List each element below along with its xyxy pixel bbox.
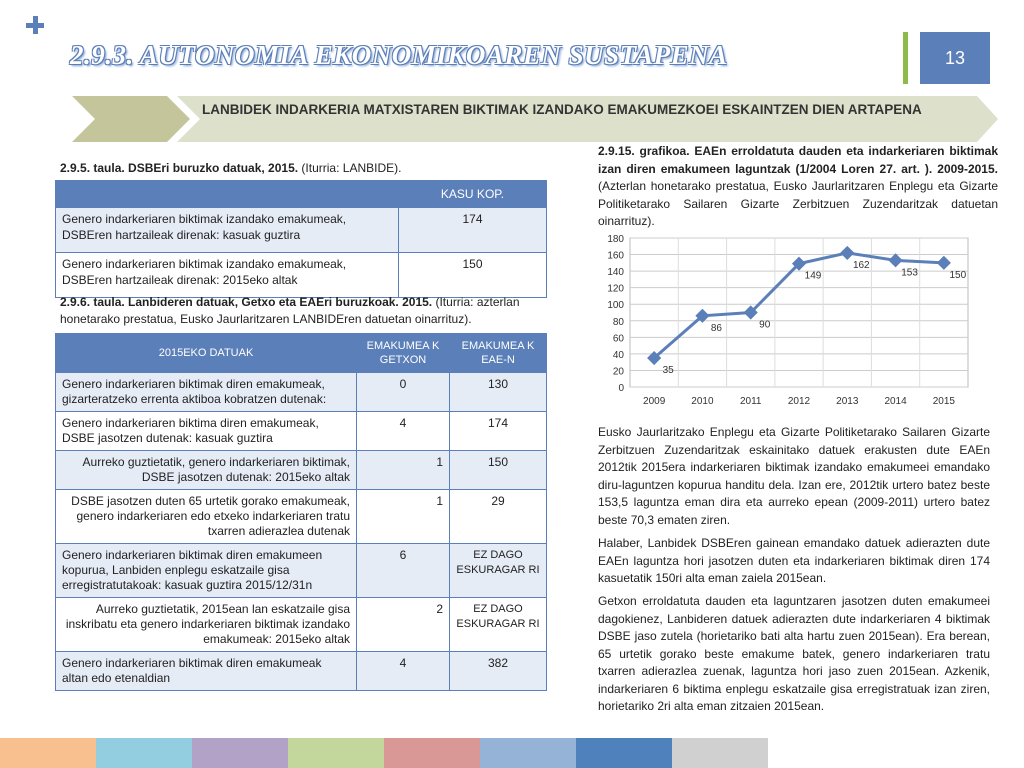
banner-text: LANBIDEK INDARKERIA MATXISTAREN BIKTIMAK IZANDAKO EMAKUMEZKOEI ESKAINTZEN DIEN ARTAPENA xyxy=(202,102,922,117)
data-label: 149 xyxy=(804,270,822,282)
y-tick-label: 80 xyxy=(612,316,624,328)
chart-caption-bold: 2.9.15. grafikoa. EAEn erroldatuta dauden eta indarkeriaren biktimak izan diren emakumeen laguntzak (1/2004 Loren 27. art. ). 2009-2015. xyxy=(598,144,998,176)
footer-color-segment xyxy=(672,738,768,768)
footer-color-segment xyxy=(192,738,288,768)
dsbe-table xyxy=(55,180,547,298)
table2-row-eae: 174 xyxy=(450,412,547,451)
table2-row-eae: EZ DAGO ESKURAGAR RI xyxy=(450,598,547,652)
data-label: 162 xyxy=(852,259,870,271)
paragraph: Halaber, Lanbidek DSBEren gainean emandako datuek adierazten dute EAEn laguntza hori jasotzen duten eta indarkeriaren biktimak diren 174 kasuetatik 150ri alta eman zaiela 2015ean. xyxy=(598,536,990,585)
table1-caption-rest: (Iturria: LANBIDE). xyxy=(298,161,402,175)
table-row xyxy=(56,208,547,253)
table2-caption-rest: (Iturria: azterlan honetarako prestatua, Eusko Jaurlaritzaren LANBIDEren datuetan oinarrituz). xyxy=(60,295,520,326)
table2-row-label: Genero indarkeriaren biktimak diren emakumeen kopurua, Lanbiden enplegu eskatzaile gisa erregistratutakoak: kasuak guztira 2015/12/31n xyxy=(56,544,357,598)
table2-header-eae: EMAKUMEA K EAE-N xyxy=(450,334,547,373)
x-tick-label: 2015 xyxy=(932,396,955,407)
y-tick-label: 160 xyxy=(607,250,624,262)
table2-row-getxo: 1 xyxy=(357,451,450,490)
table-row xyxy=(56,544,547,598)
chart-caption xyxy=(598,143,998,231)
title-divider xyxy=(903,32,908,84)
table2-row-label: Genero indarkeriaren biktimak diren emakumeak altan edo etenaldian xyxy=(56,652,357,691)
table-row xyxy=(56,412,547,451)
x-tick-label: 2013 xyxy=(836,396,859,407)
table2-row-eae: 382 xyxy=(450,652,547,691)
plus-icon xyxy=(24,14,46,36)
y-tick-label: 40 xyxy=(612,349,624,361)
table2-row-label: Genero indarkeriaren biktimak diren emakumeak, gizarteratzeko errenta aktiboa kobratzen dutenak: xyxy=(56,373,357,412)
table-row xyxy=(56,652,547,691)
footer-color-segment xyxy=(384,738,480,768)
x-tick-label: 2009 xyxy=(643,396,666,407)
lanbide-table xyxy=(55,333,547,691)
table2-row-getxo: 4 xyxy=(357,412,450,451)
table1-caption-bold: 2.9.5. taula. DSBEri buruzko datuak, 2015. xyxy=(60,161,299,175)
y-tick-label: 0 xyxy=(618,383,624,394)
y-tick-label: 100 xyxy=(607,300,624,312)
table1-header-cases: KASU KOP. xyxy=(399,181,547,208)
table2-row-label: Genero indarkeriaren biktima diren emakumeak, DSBE jasotzen dutenak: kasuak guztira xyxy=(56,412,357,451)
y-tick-label: 180 xyxy=(607,234,624,245)
data-point xyxy=(937,256,951,270)
x-tick-label: 2014 xyxy=(884,396,907,407)
page-title: 2.9.3. AUTONOMIA EKONOMIKOAREN SUSTAPENA xyxy=(70,40,728,70)
data-label: 153 xyxy=(901,267,918,279)
table-row xyxy=(56,451,547,490)
table2-row-getxo: 6 xyxy=(357,544,450,598)
table1-header-empty xyxy=(56,181,399,208)
table1-row-label: Genero indarkeriaren biktimak izandako emakumeak, DSBEren hartzaileak direnak: 2015eko altak xyxy=(56,253,399,298)
table2-row-label: Aurreko guztietatik, genero indarkeriaren biktimak, DSBE jasotzen dutenak: 2015eko altak xyxy=(56,451,357,490)
table2-header-data: 2015EKO DATUAK xyxy=(56,334,357,373)
chart-caption-rest: (Azterlan honetarako prestatua, Eusko Jaurlaritzaren Enplegu eta Gizarte Politiketarako Sailaren Gizarte Zerbitzuen Zuzendaritzak datuetan oinarrituz). xyxy=(598,179,998,228)
table2-row-eae: 150 xyxy=(450,451,547,490)
table2-row-getxo: 2 xyxy=(357,598,450,652)
table2-row-label: DSBE jasotzen duten 65 urtetik gorako emakumeak, genero indarkeriaren edo etxeko indarkeriaren tratu txarren adierazlea dutenak xyxy=(56,490,357,544)
table2-row-eae: 130 xyxy=(450,373,547,412)
page-number: 13 xyxy=(920,32,990,84)
footer-color-segment xyxy=(576,738,672,768)
table2-row-eae: EZ DAGO ESKURAGAR RI xyxy=(450,544,547,598)
data-point xyxy=(889,253,903,267)
table1-row-value: 150 xyxy=(399,253,547,298)
data-label: 35 xyxy=(662,365,674,377)
table-row xyxy=(56,373,547,412)
table2-row-label: Aurreko guztietatik, 2015ean lan eskatzaile gisa inskribatu eta genero indarkeriaren biktimak izandako emakumeak: 2015eko altak xyxy=(56,598,357,652)
y-tick-label: 60 xyxy=(612,333,624,345)
paragraph: Eusko Jaurlaritzako Enplegu eta Gizarte Politiketarako Sailaren Gizarte Zerbitzuen Zuzendaritzak eskainitako datuek erakusten dute EAEn 2012tik 2015era indarkeriaren biktimak izandako emakumeei emandako diru-laguntzen kopurua handitu dela. Izan ere, 2012tik urtero batez beste 153,5 laguntza eman dira eta aurreko epean (2009-2011) urtero batez beste 70,3 ematen ziren. xyxy=(598,425,990,527)
footer-color-segment xyxy=(288,738,384,768)
table2-row-getxo: 1 xyxy=(357,490,450,544)
x-tick-label: 2012 xyxy=(787,396,811,407)
table2-row-getxo: 0 xyxy=(357,373,450,412)
data-label: 90 xyxy=(759,319,771,331)
x-tick-label: 2011 xyxy=(739,396,762,407)
table-row xyxy=(56,253,547,298)
table2-caption-bold: 2.9.6. taula. Lanbideren datuak, Getxo eta EAEri buruzkoak. 2015. xyxy=(60,295,433,309)
footer-color-segment xyxy=(480,738,576,768)
y-tick-label: 20 xyxy=(612,366,624,378)
line-chart xyxy=(598,230,978,410)
table1-caption xyxy=(60,160,550,177)
table2-row-getxo: 4 xyxy=(357,652,450,691)
table1-row-value: 174 xyxy=(399,208,547,253)
table2-caption xyxy=(60,294,548,328)
data-label: 86 xyxy=(710,322,722,334)
paragraph: Getxon erroldatuta dauden eta laguntzaren jasotzen duten emakumeei dagokienez, Lanbideren datuek adierazten dute indarkeriaren 4 biktimak DSBE jaso zutela (horietariko bati alta hartu zuen 2015ean). Era berean, 65 urtetik gorako beste emakume batek, genero indarkeriaren tratu txarren adierazlea zuenak, laguntza hori jaso zuen 2015ean. Azkenik, indarkeriaren 6 biktima enplegu eskatzaile gisa erregistratuak izan ziren, horietariko 2ri alta eman zitzaien 2015ean. xyxy=(598,594,990,713)
table2-header-getxo: EMAKUMEA K GETXON xyxy=(357,334,450,373)
data-point xyxy=(840,246,854,260)
footer-color-segment xyxy=(0,738,96,768)
table-row xyxy=(56,598,547,652)
table1-row-label: Genero indarkeriaren biktimak izandako emakumeak, DSBEren hartzaileak direnak: kasuak guztira xyxy=(56,208,399,253)
x-tick-label: 2010 xyxy=(691,396,714,407)
y-tick-label: 120 xyxy=(607,283,624,295)
table-row xyxy=(56,490,547,544)
table2-row-eae: 29 xyxy=(450,490,547,544)
footer-color-segment xyxy=(96,738,192,768)
data-label: 150 xyxy=(949,269,967,281)
y-tick-label: 140 xyxy=(607,267,624,279)
